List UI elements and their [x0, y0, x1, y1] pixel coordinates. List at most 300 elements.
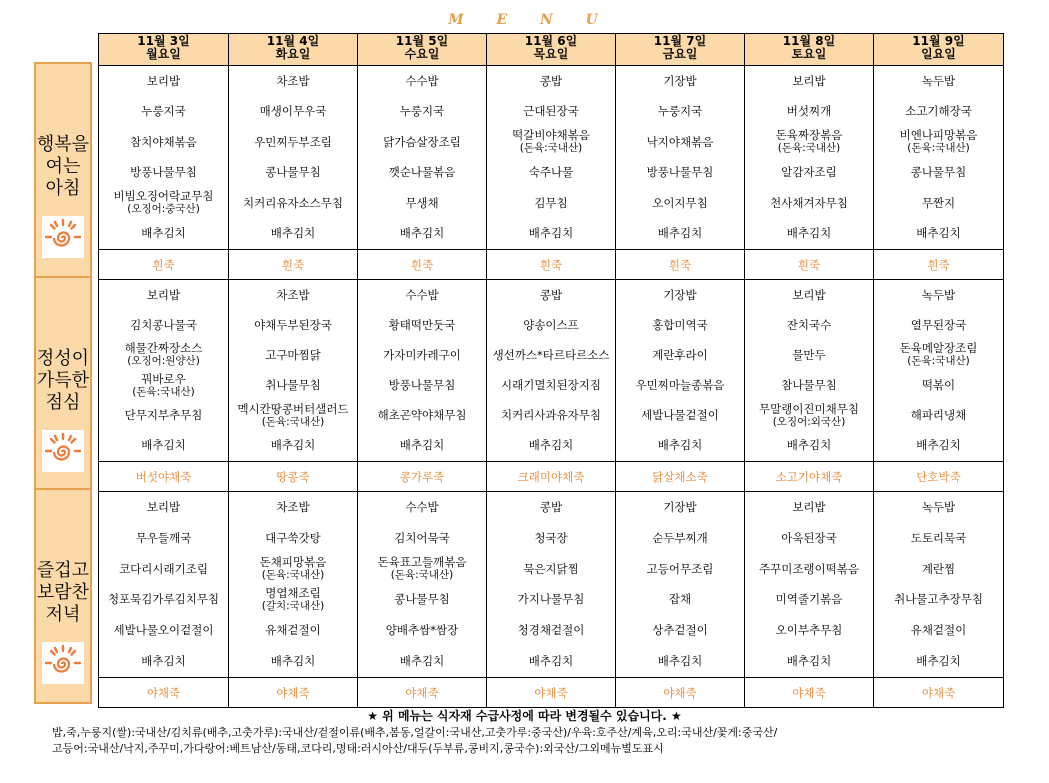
dish — [487, 431, 615, 461]
dish-name: 기장밥 — [663, 499, 697, 514]
dish — [487, 188, 615, 219]
dish — [874, 97, 1003, 128]
porridge: 단호박죽 — [874, 461, 1003, 491]
dish — [229, 340, 357, 370]
day-date: 11월 3일 — [137, 34, 190, 48]
dish — [358, 280, 486, 310]
dish-name: 김무침 — [534, 195, 568, 210]
dish-name: 근대된장국 — [523, 104, 579, 119]
dish-name: 세발나물겉절이 — [641, 408, 719, 423]
dish-name: 보리밥 — [146, 73, 181, 88]
dish-name: 해초곤약야채무침 — [377, 408, 467, 423]
dish-name: 수수밥 — [405, 73, 439, 88]
dish — [358, 431, 486, 461]
dish — [487, 584, 615, 615]
day-weekday: 일요일 — [921, 47, 956, 61]
dish — [358, 97, 486, 128]
dish — [358, 371, 486, 401]
porridge: 크래미야채죽 — [487, 461, 615, 491]
dish — [229, 431, 357, 461]
dish — [487, 401, 615, 431]
dish-name: 치커리유자소스무침 — [243, 195, 343, 210]
day-date: 11월 7일 — [653, 34, 707, 48]
dish — [229, 188, 357, 219]
dish — [616, 280, 744, 310]
dish-name: 매생이무우국 — [259, 104, 327, 119]
meal-cell — [99, 492, 229, 708]
dish — [358, 492, 486, 523]
dish-name: 아욱된장국 — [781, 530, 837, 545]
dish — [229, 310, 357, 340]
dish — [99, 158, 228, 189]
meal-label-text — [37, 348, 89, 414]
dish — [99, 127, 228, 158]
dish-name: 배추김치 — [786, 226, 832, 241]
spiral-sun-icon — [42, 642, 84, 684]
dish — [487, 371, 615, 401]
dish-name: 가자미카레구이 — [383, 347, 461, 362]
dish — [874, 188, 1003, 219]
dish — [99, 523, 228, 554]
dish — [229, 401, 357, 431]
dish-name: 양송이스프 — [523, 317, 579, 332]
meal-cell — [745, 280, 874, 492]
dish — [745, 584, 873, 615]
dish-name: 방풍나물무침 — [130, 165, 197, 180]
day-weekday: 수요일 — [404, 47, 440, 61]
porridge: 야채죽 — [745, 677, 873, 707]
dish-name: 청경채겉절이 — [517, 623, 585, 638]
day-date: 11월 8일 — [782, 34, 836, 48]
meal-label-line: 점심 — [45, 392, 81, 413]
dish-name: 숙주나물 — [528, 165, 574, 180]
dish-name: 홍합미역국 — [652, 317, 708, 332]
dish-name: 콩나물무침 — [265, 165, 321, 180]
dish — [229, 492, 357, 523]
dish — [745, 310, 873, 340]
dish — [487, 310, 615, 340]
menu-title: M E N U — [448, 12, 612, 28]
dish-name: 보리밥 — [792, 73, 826, 88]
day-date: 11월 6일 — [524, 34, 578, 48]
dish — [487, 66, 615, 97]
dish-name: 배추김치 — [528, 438, 574, 453]
dish-name: 고등어무조림 — [646, 561, 714, 576]
meal-cell — [616, 492, 745, 708]
dish — [745, 127, 873, 158]
dish — [745, 646, 873, 677]
meal-label-line: 즐겁고 — [36, 560, 90, 581]
dish-name: 우민찌마늘종볶음 — [635, 378, 725, 393]
dish — [616, 188, 744, 219]
dish — [358, 584, 486, 615]
dish — [874, 158, 1003, 189]
dish-name: 고구마찜닭 — [265, 347, 321, 362]
day-header — [874, 34, 1004, 66]
day-header — [99, 34, 229, 66]
dish — [745, 615, 873, 646]
dish-name: 양배추쌈*쌈장 — [385, 623, 459, 638]
dish-name: 기장밥 — [663, 287, 697, 302]
dish-name: 비엔나피망볶음 — [899, 128, 978, 143]
dish-origin: (오징어:중국산) — [127, 203, 200, 216]
dish — [745, 523, 873, 554]
dish — [229, 280, 357, 310]
dish — [229, 615, 357, 646]
meal-cell — [487, 280, 616, 492]
dish-name: 배추김치 — [916, 226, 961, 241]
meal-row — [99, 66, 1004, 280]
dish — [616, 584, 744, 615]
dish-name: 돈채피망볶음 — [259, 555, 327, 570]
dish-name: 유채겉절이 — [265, 623, 321, 638]
dish-name: 주꾸미조랭이떡볶음 — [759, 561, 859, 576]
dish-origin: (돈육:국내산) — [907, 142, 970, 155]
lunch-label — [34, 276, 92, 488]
dish — [99, 554, 228, 585]
dish-name: 오이지무침 — [652, 195, 708, 210]
dish-name: 차조밥 — [276, 287, 310, 302]
day-header-row — [99, 34, 1004, 66]
dish-name: 누룽지국 — [399, 104, 445, 119]
breakfast-label — [34, 62, 92, 276]
dish-name: 배추김치 — [916, 654, 961, 669]
dish — [99, 340, 228, 370]
dish-name: 황태떡만둣국 — [388, 317, 456, 332]
dish-name: 녹두밥 — [921, 287, 956, 302]
origin-info — [52, 725, 1012, 757]
dish-name: 낙지야채볶음 — [646, 134, 714, 149]
dish-name: 차조밥 — [276, 73, 310, 88]
dish-name: 해파리냉채 — [910, 408, 967, 423]
day-date: 11월 5일 — [395, 34, 449, 48]
dish-origin: (돈육:국내산) — [777, 142, 841, 155]
dish-name: 묵은지닭찜 — [523, 561, 579, 576]
dish — [745, 371, 873, 401]
dish-name: 무우들깨국 — [135, 530, 192, 545]
dish — [487, 615, 615, 646]
dish — [99, 97, 228, 128]
dish — [358, 310, 486, 340]
dish — [874, 219, 1003, 250]
dish-name: 누룽지국 — [657, 104, 703, 119]
dish-name: 보리밥 — [146, 499, 181, 514]
day-header — [487, 34, 616, 66]
dish — [99, 401, 228, 431]
meal-label-text — [37, 560, 89, 626]
dish-name: 배추김치 — [657, 654, 703, 669]
day-header — [745, 34, 874, 66]
dish — [745, 280, 873, 310]
dish — [745, 492, 873, 523]
dish-name: 유채겉절이 — [910, 623, 967, 638]
porridge: 버섯야채죽 — [99, 461, 228, 491]
meal-row — [99, 280, 1004, 492]
day-weekday: 토요일 — [791, 47, 827, 61]
dish — [616, 219, 744, 250]
dish-name: 참나물무침 — [781, 378, 837, 393]
dish — [616, 310, 744, 340]
day-weekday: 월요일 — [146, 47, 181, 61]
dish — [99, 188, 228, 219]
meal-cell — [616, 280, 745, 492]
dish — [616, 615, 744, 646]
dish-name: 무생채 — [405, 195, 439, 210]
dish-origin: (돈육:국내산) — [519, 142, 583, 155]
dish — [616, 401, 744, 431]
day-weekday: 화요일 — [275, 47, 311, 61]
dish — [874, 492, 1003, 523]
dish-name: 배추김치 — [399, 438, 445, 453]
porridge: 야채죽 — [229, 677, 357, 707]
dish — [874, 310, 1003, 340]
porridge: 야채죽 — [99, 677, 228, 707]
dish — [358, 66, 486, 97]
dish-name: 콩밥 — [539, 499, 563, 514]
dish — [358, 523, 486, 554]
porridge: 흰죽 — [616, 249, 744, 279]
dish-origin: (돈육:국내산) — [261, 415, 325, 428]
dish-name: 치커리사과유자무침 — [501, 408, 601, 423]
meal-cell — [99, 280, 229, 492]
spiral-sun-icon — [42, 430, 84, 472]
dish — [745, 401, 873, 431]
dish-name: 해물간짜장소스 — [124, 341, 203, 356]
dish-name: 세발나물오이겉절이 — [113, 623, 214, 638]
dish-name: 천사채겨자무침 — [770, 195, 848, 210]
dish-name: 배추김치 — [916, 438, 961, 453]
porridge: 흰죽 — [745, 249, 873, 279]
porridge: 소고기야채죽 — [745, 461, 873, 491]
dish — [358, 646, 486, 677]
day-header — [616, 34, 745, 66]
dish — [874, 615, 1003, 646]
meal-cell — [874, 492, 1004, 708]
dish-name: 코다리시래기조림 — [119, 561, 208, 576]
dish — [616, 158, 744, 189]
dish — [487, 97, 615, 128]
dish — [874, 371, 1003, 401]
dish — [358, 615, 486, 646]
day-weekday: 금요일 — [662, 47, 698, 61]
dish-name: 버섯찌개 — [786, 104, 832, 119]
dish — [487, 280, 615, 310]
dish-name: 깻순나물볶음 — [388, 165, 456, 180]
dish-name: 열무된장국 — [910, 317, 967, 332]
dish — [99, 615, 228, 646]
origin-line: 고등어:국내산/낙지,주꾸미,가다랑어:베트남산/동태,코다리,명태:러시아산/대두(두부류,콩비지,콩국수):외국산/그외메뉴별도표시 — [52, 742, 664, 755]
dish-name: 알감자조림 — [781, 165, 837, 180]
dish-name: 떡볶이 — [921, 378, 956, 393]
porridge: 흰죽 — [487, 249, 615, 279]
dish-name: 돈육메알장조림 — [899, 341, 978, 356]
dish — [229, 158, 357, 189]
dish-name: 비빔오징어락교무침 — [113, 189, 214, 204]
dish-name: 김치어묵국 — [394, 530, 450, 545]
dish — [229, 66, 357, 97]
porridge: 야채죽 — [358, 677, 486, 707]
dish-origin: (돈육:국내산) — [390, 569, 454, 582]
dish-name: 배추김치 — [141, 438, 186, 453]
dish-name: 취나물무침 — [265, 378, 321, 393]
dish-name: 배추김치 — [141, 226, 186, 241]
dinner-label — [34, 488, 92, 704]
meal-cell — [616, 66, 745, 280]
dish-name: 청포묵김가루김치무침 — [107, 592, 220, 607]
porridge: 흰죽 — [229, 249, 357, 279]
dish — [616, 66, 744, 97]
dish — [616, 554, 744, 585]
dish-origin: (오징어:원양산) — [127, 355, 200, 368]
dish-name: 단무지부추무침 — [124, 408, 203, 423]
day-weekday: 목요일 — [533, 47, 569, 61]
dish-name: 녹두밥 — [921, 73, 956, 88]
day-header — [229, 34, 358, 66]
meal-cell — [358, 492, 487, 708]
dish — [358, 219, 486, 250]
dish-name: 멕시칸땅콩버터샐러드 — [237, 401, 349, 416]
dish — [616, 371, 744, 401]
meal-label-line: 저녁 — [45, 604, 81, 625]
meal-label-text — [37, 134, 89, 200]
dish-name: 배추김치 — [270, 438, 316, 453]
dish-name: 시래기멸치된장지짐 — [501, 378, 601, 393]
dish-name: 누룽지국 — [141, 104, 186, 119]
dish — [358, 127, 486, 158]
dish — [229, 219, 357, 250]
dish — [229, 127, 357, 158]
dish-name: 방풍나물무침 — [646, 165, 714, 180]
dish — [616, 340, 744, 370]
meal-cell — [99, 66, 229, 280]
dish — [616, 646, 744, 677]
dish — [745, 66, 873, 97]
dish — [874, 401, 1003, 431]
meal-label-line: 보람찬 — [36, 582, 90, 603]
dish-origin: (돈육:국내산) — [907, 355, 970, 368]
dish — [229, 554, 357, 585]
meal-row — [99, 492, 1004, 708]
dish — [99, 371, 228, 401]
dish — [745, 431, 873, 461]
dish — [487, 127, 615, 158]
dish — [616, 127, 744, 158]
dish-name: 녹두밥 — [921, 499, 956, 514]
dish — [745, 97, 873, 128]
meal-cell — [229, 492, 358, 708]
dish-origin: (돈육:국내산) — [261, 569, 325, 582]
dish-name: 콩밥 — [539, 287, 563, 302]
dish-name: 우민찌두부조림 — [254, 134, 332, 149]
origin-line: 밥,죽,누룽지(쌀):국내산/김치류(배추,고춧가루):국내산/겉절이류(배추,봄동,얼갈이:국내산,고춧가루:중국산)/우육:호주산/계육,오리:국내산/꽃게:중국산/ — [52, 726, 778, 739]
dish — [99, 646, 228, 677]
dish-name: 잡채 — [668, 592, 692, 607]
dish-name: 보리밥 — [792, 287, 826, 302]
dish — [99, 431, 228, 461]
dish — [745, 219, 873, 250]
meal-cell — [487, 66, 616, 280]
dish-name: 순두부찌개 — [652, 530, 708, 545]
dish — [616, 523, 744, 554]
dish-name: 수수밥 — [405, 287, 439, 302]
meal-label-line: 가득한 — [36, 370, 90, 391]
meal-label-line: 정성이 — [36, 348, 90, 369]
dish — [358, 340, 486, 370]
meal-label-line: 여는 — [45, 156, 81, 177]
dish-name: 김치콩나물국 — [130, 317, 197, 332]
dish-name: 배추김치 — [399, 226, 445, 241]
dish-name: 보리밥 — [146, 287, 181, 302]
dish — [487, 554, 615, 585]
dish — [229, 371, 357, 401]
dish — [874, 431, 1003, 461]
porridge: 야채죽 — [874, 677, 1003, 707]
dish-name: 대구쑥갓탕 — [265, 530, 321, 545]
meal-cell — [745, 66, 874, 280]
porridge: 야채죽 — [616, 677, 744, 707]
dish-origin: (갈치:국내산) — [261, 599, 325, 612]
meal-label-line: 행복을 — [36, 134, 90, 155]
dish — [874, 646, 1003, 677]
dish-origin: (오징어:외국산) — [772, 415, 846, 428]
dish-name: 기장밥 — [663, 73, 697, 88]
meal-cell — [358, 66, 487, 280]
dish — [487, 646, 615, 677]
dish — [99, 492, 228, 523]
meal-cell — [229, 280, 358, 492]
dish — [99, 310, 228, 340]
dish-name: 떡갈비야채볶음 — [512, 128, 590, 143]
dish-name: 배추김치 — [270, 654, 316, 669]
meal-cell — [874, 66, 1004, 280]
dish-name: 차조밥 — [276, 499, 310, 514]
dish-name: 콩나물무침 — [394, 592, 450, 607]
dish — [874, 584, 1003, 615]
dish-name: 미역줄기볶음 — [775, 592, 843, 607]
dish — [616, 492, 744, 523]
weekly-menu-table — [98, 33, 1004, 708]
meal-cell — [745, 492, 874, 708]
dish — [487, 158, 615, 189]
dish-name: 배추김치 — [141, 654, 186, 669]
dish — [229, 523, 357, 554]
change-notice: ★ 위 메뉴는 식자재 수급사정에 따라 변경될수 있습니다. ★ — [367, 709, 682, 723]
dish-name: 닭가슴살장조림 — [383, 134, 461, 149]
dish-name: 청국장 — [534, 530, 568, 545]
meal-cell — [874, 280, 1004, 492]
porridge: 닭살채소죽 — [616, 461, 744, 491]
meal-cell — [358, 280, 487, 492]
dish — [745, 554, 873, 585]
dish — [487, 219, 615, 250]
dish-name: 배추김치 — [528, 654, 574, 669]
porridge: 흰죽 — [358, 249, 486, 279]
dish-name: 계란후라이 — [652, 347, 708, 362]
dish-name: 배추김치 — [399, 654, 445, 669]
dish — [745, 340, 873, 370]
dish — [745, 158, 873, 189]
porridge: 콩가루죽 — [358, 461, 486, 491]
porridge: 야채죽 — [487, 677, 615, 707]
meal-cell — [229, 66, 358, 280]
dish — [358, 401, 486, 431]
porridge: 흰죽 — [99, 249, 228, 279]
dish — [745, 188, 873, 219]
spiral-sun-icon — [42, 216, 84, 258]
dish — [874, 554, 1003, 585]
dish-name: 배추김치 — [786, 438, 832, 453]
porridge: 흰죽 — [874, 249, 1003, 279]
